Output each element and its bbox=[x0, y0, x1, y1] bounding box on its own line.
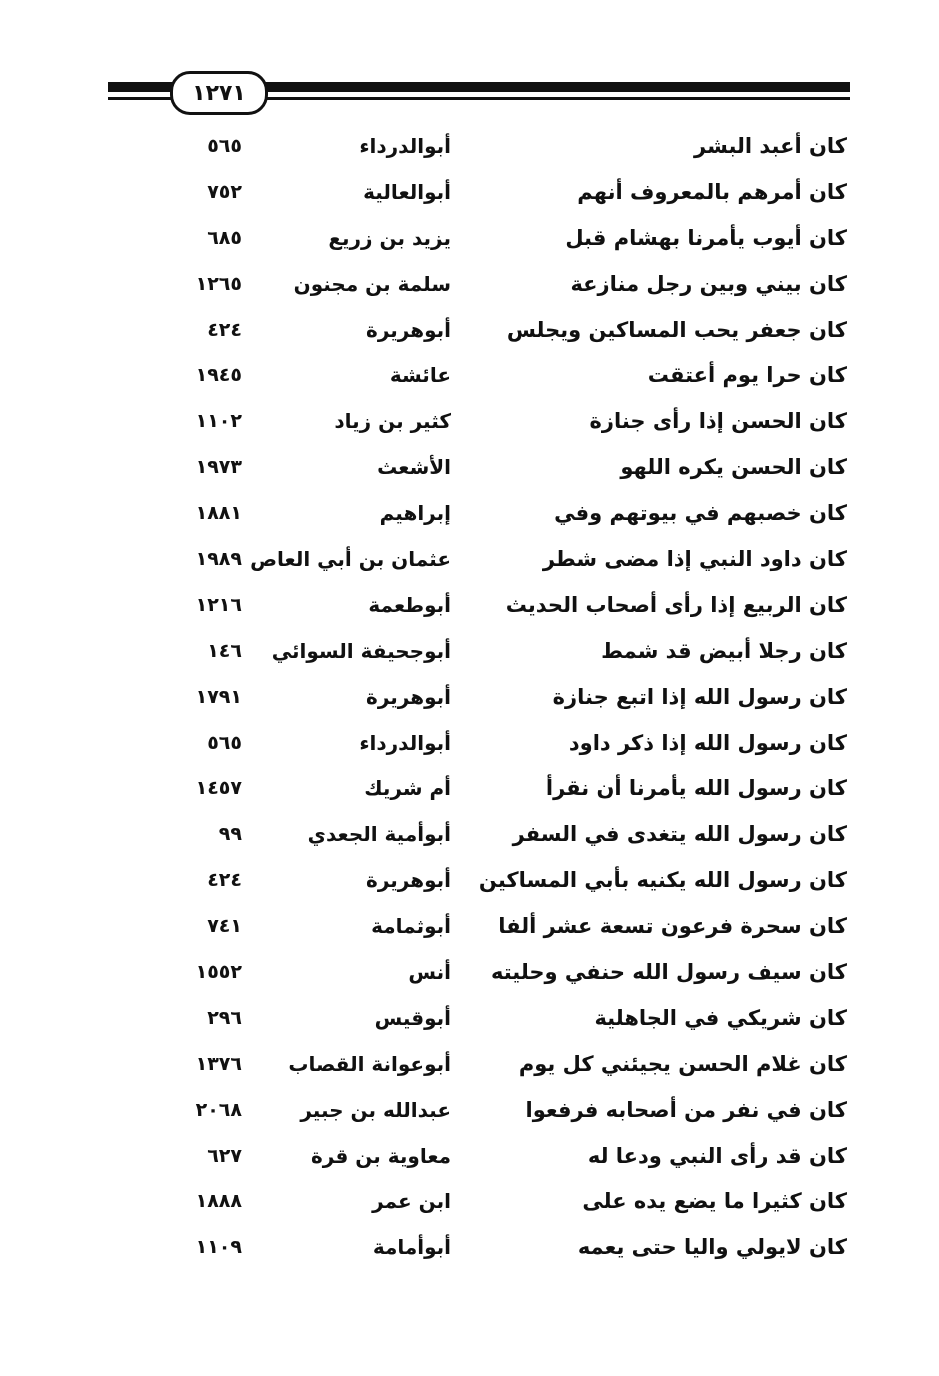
narrator-name: يزيد بن زريع bbox=[328, 225, 451, 250]
narrator-name: أبوهريرة bbox=[366, 317, 451, 342]
hadith-phrase: كان أمرهم بالمعروف أنهم bbox=[577, 179, 847, 204]
narrator-name: عائشة bbox=[389, 363, 451, 388]
hadith-phrase: كان جعفر يحب المساكين ويجلس bbox=[506, 317, 847, 342]
index-row bbox=[0, 399, 939, 445]
index-row bbox=[0, 491, 939, 537]
narrator-name: معاوية بن قرة bbox=[310, 1143, 451, 1168]
page-number-badge bbox=[170, 71, 268, 115]
index-row bbox=[0, 1088, 939, 1134]
reference-number: ٥٦٥ bbox=[207, 135, 242, 157]
index-row bbox=[0, 583, 939, 629]
index-row bbox=[0, 766, 939, 812]
index-row bbox=[0, 124, 939, 170]
reference-number: ٤٢٤ bbox=[207, 318, 242, 341]
reference-number: ١٨٨٨ bbox=[195, 1190, 242, 1213]
reference-number: ٥٦٥ bbox=[207, 731, 242, 754]
narrator-name: كثير بن زياد bbox=[334, 409, 451, 434]
reference-number: ١٨٨١ bbox=[195, 502, 242, 525]
hadith-phrase: كان في نفر من أصحابه فرفعوا bbox=[525, 1097, 847, 1122]
hadith-phrase: كان سحرة فرعون تسعة عشر ألفا bbox=[498, 914, 847, 939]
reference-number: ١٩٨٩ bbox=[195, 548, 242, 571]
narrator-name: أبوهريرة bbox=[366, 868, 451, 893]
hadith-phrase: كان رسول الله يتغدى في السفر bbox=[512, 822, 847, 847]
hadith-phrase: كان رسول الله إذا اتبع جنازة bbox=[552, 684, 847, 709]
index-row bbox=[0, 675, 939, 721]
index-row bbox=[0, 950, 939, 996]
index-row bbox=[0, 1225, 939, 1271]
hadith-phrase: كان الحسن يكره اللهو bbox=[620, 455, 847, 480]
reference-number: ٢٠٦٨ bbox=[195, 1098, 242, 1121]
index-row bbox=[0, 216, 939, 262]
hadith-phrase: كان غلام الحسن يجيئني كل يوم bbox=[518, 1051, 847, 1076]
reference-number: ١٥٥٢ bbox=[195, 961, 242, 984]
index-row bbox=[0, 262, 939, 308]
hadith-phrase: كان كثيرا ما يضع يده على bbox=[582, 1189, 847, 1214]
index-row bbox=[0, 1042, 939, 1088]
index-row bbox=[0, 858, 939, 904]
hadith-phrase: كان رجلا أبيض قد شمط bbox=[601, 638, 847, 663]
hadith-phrase: كان أيوب يأمرنا بهشام قبل bbox=[565, 225, 847, 250]
hadith-phrase: كان شريكي في الجاهلية bbox=[594, 1005, 847, 1030]
reference-number: ١٢١٦ bbox=[195, 593, 242, 616]
narrator-name: أنس bbox=[408, 960, 451, 985]
reference-number: ١٧٩١ bbox=[195, 685, 242, 708]
hadith-phrase: كان حرا يوم أعتقت bbox=[647, 363, 847, 388]
hadith-phrase: كان قد رأى النبي ودعا له bbox=[587, 1143, 847, 1168]
narrator-name: عثمان بن أبي العاص bbox=[250, 547, 451, 572]
narrator-name: أبوهريرة bbox=[366, 684, 451, 709]
hadith-phrase: كان رسول الله يكنيه بأبي المساكين bbox=[478, 868, 847, 893]
narrator-name: أبوأمية الجعدي bbox=[307, 822, 451, 847]
narrator-name: الأشعث bbox=[377, 455, 451, 480]
narrator-name: أبوأمامة bbox=[372, 1235, 451, 1260]
index-row bbox=[0, 904, 939, 950]
index-row bbox=[0, 996, 939, 1042]
narrator-name: أبوالدرداء bbox=[359, 134, 451, 158]
hadith-phrase: كان خصبهم في بيوتهم وفي bbox=[554, 501, 847, 526]
hadith-phrase: كان أعبد البشر bbox=[694, 134, 847, 158]
reference-number: ٩٩ bbox=[218, 823, 242, 846]
narrator-name: أبوالدرداء bbox=[359, 730, 451, 755]
hadith-phrase: كان سيف رسول الله حنفي وحليته bbox=[490, 960, 847, 985]
index-row bbox=[0, 812, 939, 858]
reference-number: ١٤٥٧ bbox=[195, 777, 242, 800]
hadith-phrase: كان الحسن إذا رأى جنازة bbox=[589, 409, 847, 434]
narrator-name: سلمة بن مجنون bbox=[293, 271, 451, 296]
reference-number: ٧٥٢ bbox=[207, 180, 242, 203]
reference-number: ١٤٦ bbox=[207, 639, 242, 662]
reference-number: ٧٤١ bbox=[207, 915, 242, 938]
index-list bbox=[0, 124, 939, 1271]
index-row bbox=[0, 1134, 939, 1180]
reference-number: ١٩٤٥ bbox=[195, 364, 242, 387]
hadith-phrase: كان داود النبي إذا مضى شطر bbox=[542, 547, 847, 572]
index-row bbox=[0, 629, 939, 675]
reference-number: ١٣٧٦ bbox=[195, 1052, 242, 1075]
narrator-name: إبراهيم bbox=[379, 501, 451, 526]
narrator-name: أبوقيس bbox=[374, 1005, 451, 1030]
index-row bbox=[0, 445, 939, 491]
reference-number: ١٢٦٥ bbox=[195, 272, 242, 295]
page-number: ١٢٧١ bbox=[192, 80, 246, 106]
narrator-name: أم شريك bbox=[364, 776, 451, 801]
narrator-name: عبدالله بن جبير bbox=[300, 1097, 451, 1122]
index-row bbox=[0, 170, 939, 216]
index-row bbox=[0, 353, 939, 399]
reference-number: ٦٢٧ bbox=[207, 1144, 242, 1167]
narrator-name: أبوثمامة bbox=[371, 914, 451, 939]
narrator-name: أبوجحيفة السوائي bbox=[271, 638, 451, 663]
reference-number: ٤٢٤ bbox=[207, 869, 242, 892]
index-row bbox=[0, 1179, 939, 1225]
index-row bbox=[0, 537, 939, 583]
reference-number: ١١٠٩ bbox=[195, 1236, 242, 1259]
page-header bbox=[108, 68, 850, 122]
narrator-name: أبوطعمة bbox=[368, 592, 451, 617]
index-row bbox=[0, 308, 939, 354]
hadith-phrase: كان رسول الله إذا ذكر داود bbox=[568, 730, 847, 755]
hadith-phrase: كان الربيع إذا رأى أصحاب الحديث bbox=[505, 592, 847, 617]
hadith-phrase: كان بيني وبين رجل منازعة bbox=[570, 271, 847, 296]
narrator-name: أبوالعالية bbox=[363, 179, 451, 204]
narrator-name: ابن عمر bbox=[372, 1189, 451, 1214]
hadith-phrase: كان رسول الله يأمرنا أن نقرأ bbox=[545, 776, 847, 801]
reference-number: ١٩٧٣ bbox=[195, 456, 242, 479]
narrator-name: أبوعوانة القصاب bbox=[288, 1051, 451, 1076]
reference-number: ١١٠٢ bbox=[195, 410, 242, 433]
reference-number: ٢٩٦ bbox=[207, 1006, 242, 1029]
hadith-phrase: كان لايولي واليا حتى يعمه bbox=[577, 1235, 847, 1260]
reference-number: ٦٨٥ bbox=[207, 226, 242, 249]
index-row bbox=[0, 721, 939, 767]
